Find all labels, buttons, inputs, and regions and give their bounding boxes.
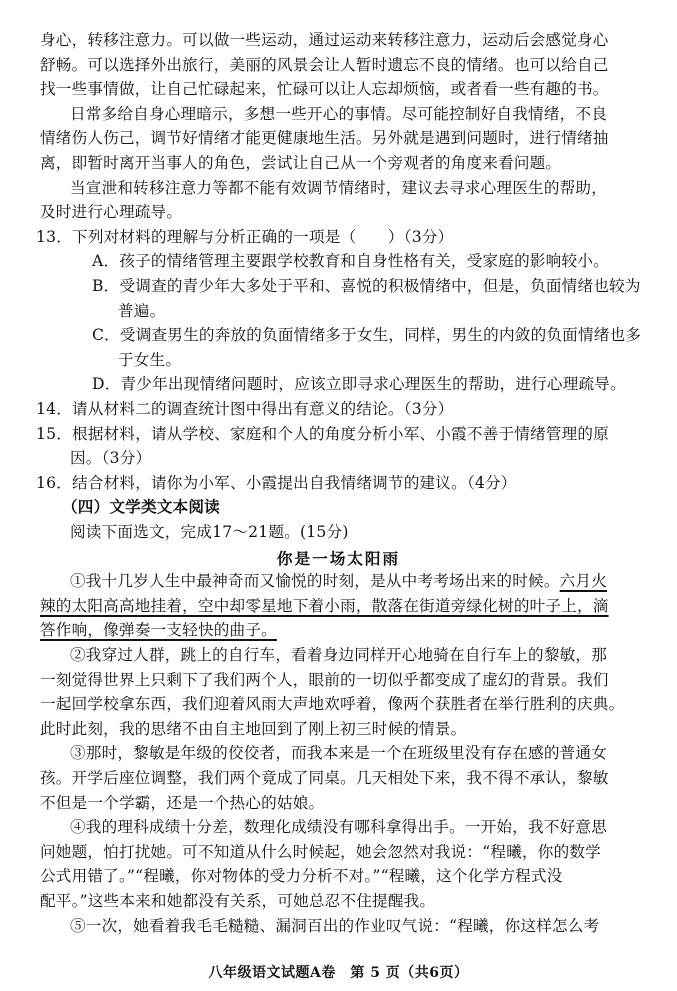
question-14: 14．请从材料二的调查统计图中得出有意义的结论。（3分） <box>36 400 454 418</box>
option-d: D．青少年出现情绪问题时，应该立即寻求心理医生的帮助，进行心理疏导。 <box>92 375 626 394</box>
section-instruction: 阅读下面选文，完成17～21题。(15分) <box>70 523 349 541</box>
passage-title: 你是一场太阳雨 <box>276 548 401 568</box>
option-c: C．受调查男生的奔放的负面情绪多于女生，同样，男生的内敛的负面情绪也多 <box>92 326 642 345</box>
material-line: 日常多给自身心理暗示，多想一些开心的事情。尽可能控制好自我情绪，不良 <box>70 104 607 123</box>
passage-line: ④我的理科成绩十分差，数理化成绩没有哪科拿得出手。一开始，我不好意思 <box>70 818 607 837</box>
passage-line: ⑤一次，她看着我毛毛糙糙、漏洞百出的作业叹气说：“程曦，你这样怎么考 <box>70 916 600 935</box>
option-b: B．受调查的青少年大多处于平和、喜悦的积极情绪中，但是，负面情绪也较为 <box>92 277 641 295</box>
material-line: 身心，转移注意力。可以做一些运动，通过运动来转移注意力，运动后会感觉身心 <box>40 31 609 49</box>
material-line: 找一些事情做，让自己忙碌起来，忙碌可以让人忘却烦恼，或者看一些有趣的书。 <box>40 80 609 99</box>
passage-line: 公式用错了。”“程曦，你对物体的受力分析不对。”“程曦，这个化学方程式没 <box>40 867 563 886</box>
passage-line: 不但是一个学霸，还是一个热心的姑娘。 <box>40 793 325 812</box>
option-c-cont: 于女生。 <box>118 350 182 369</box>
material-line: 舒畅。可以选择外出旅行，美丽的风景会让人暂时遗忘不良的情绪。也可以给自己 <box>40 55 609 74</box>
underlined-passage-line: 辣的太阳高高地挂着，空中却零星地下着小雨，散落在街道旁绿化树的叶子上，滴 <box>40 596 609 615</box>
material-line: 及时进行心理疏导。 <box>40 203 183 222</box>
passage-line: 一刻觉得世界上只剩下了我们两个人，眼前的一切似乎都变成了虚幻的背景。我们 <box>40 670 609 689</box>
passage-line: 孩。开学后座位调整，我们两个竟成了同桌。几天相处下来，我不得不承认，黎敏 <box>40 769 609 787</box>
passage-line: ②我穿过人群，跳上的自行车，看着身边同样开心地骑在自行车上的黎敏，那 <box>70 646 607 664</box>
material-line: 当宣泄和转移注意力等都不能有效调节情绪时，建议去寻求心理医生的帮助， <box>70 178 607 197</box>
passage-line: ③那时，黎敏是年级的佼佼者，而我本来是一个在班级里没有存在感的普通女 <box>70 744 607 763</box>
material-line: 离，即暂时离开当事人的角色，尝试让自己从一个旁观者的角度来看问题。 <box>40 154 562 172</box>
question-15-cont: 因。（3分） <box>70 449 152 468</box>
passage-line <box>70 571 607 591</box>
passage-text: ①我十几岁人生中最神奇而又愉悦的时刻，是从中考考场出来的时候。 <box>70 572 560 591</box>
passage-line: 问她题，怕打扰她。可不知道从什么时候起，她会忽然对我说：“程曦，你的数学 <box>40 842 601 861</box>
question-15: 15．根据材料，请从学校、家庭和个人的角度分析小军、小霞不善于情绪管理的原 <box>36 424 610 443</box>
option-b-cont: 普遍。 <box>118 301 166 320</box>
underlined-text: 六月火 <box>559 572 607 591</box>
section-heading: （四）文学类文本阅读 <box>62 497 220 517</box>
passage-line: 配平。”这些本来和她都没有关系，可她总忍不住提醒我。 <box>40 892 436 910</box>
question-13: 13．下列对材料的理解与分析正确的一项是（ ）（3分） <box>36 227 454 246</box>
underlined-text: 答作响，像弹奏一支轻快的曲子。 <box>40 621 277 640</box>
question-16: 16．结合材料，请你为小军、小霞提出自我情绪调节的建议。（4分） <box>36 473 517 492</box>
page-footer: 八年级语文试题A卷 第 5 页（共6页） <box>208 965 469 981</box>
material-line: 情绪伤人伤己，调节好情绪才能更健康地生活。另外就是遇到问题时，进行情绪抽 <box>40 129 609 148</box>
passage-line: 一起回学校拿东西，我们迎着风雨大声地欢呼着，像两个获胜者在举行胜利的庆典。 <box>40 695 625 714</box>
option-a: A．孩子的情绪管理主要跟学校教育和自身性格有关，受家庭的影响较小。 <box>92 252 609 271</box>
passage-line <box>40 620 277 640</box>
passage-line: 此时此刻，我的思绪不由自主地回到了刚上初三时候的情景。 <box>40 719 467 738</box>
